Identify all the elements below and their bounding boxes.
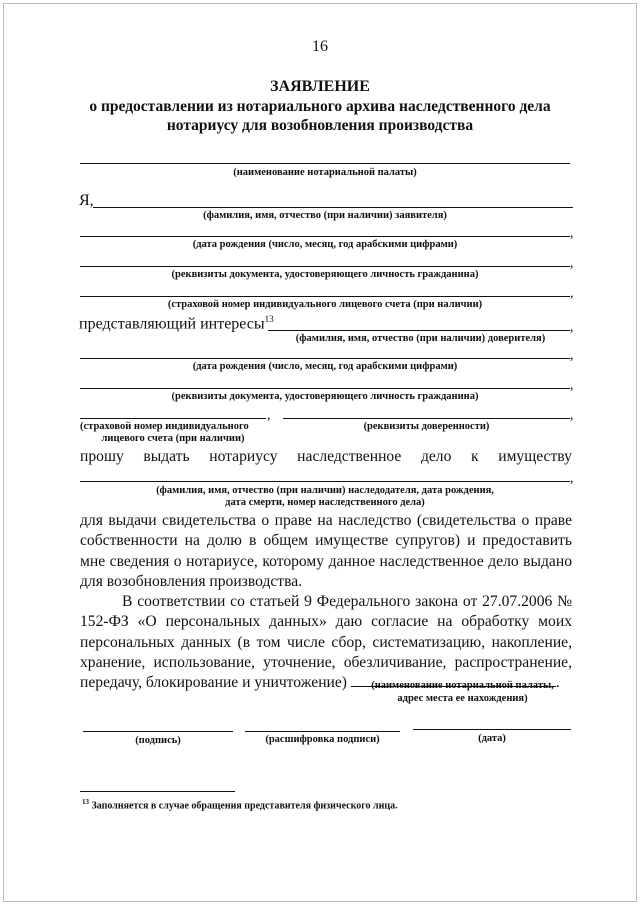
applicant-doc-field[interactable] [80, 266, 570, 267]
word: к [471, 448, 479, 465]
signature-field[interactable] [83, 731, 233, 732]
word: прошу [80, 448, 124, 465]
principal-birth-field[interactable] [80, 358, 570, 359]
caption-applicant-doc: (реквизиты документа, удостоверяющего личность гражданина) [171, 269, 479, 280]
decedent-field[interactable] [80, 481, 570, 482]
footnote-number: 13 [82, 798, 89, 806]
caption-decedent-2: дата смерти, номер наследственного дела) [225, 497, 425, 508]
applicant-snils-field[interactable] [80, 296, 570, 297]
footnote-ref: 13 [264, 314, 274, 324]
label-ya: Я, [79, 192, 94, 209]
caption-notary-chamber: (наименование нотариальной палаты) [233, 167, 417, 178]
applicant-birth-field[interactable] [80, 236, 570, 237]
request-line [80, 448, 572, 466]
principal-doc-field[interactable] [80, 388, 570, 389]
paragraph-request: для выдачи свидетельства о праве на наследство (свидетельства о праве собственности на долю в общем имуществе супругов) и предоставить мне сведения о нотариусе, которому данное наследственное дело выдано для возобновления производства. [80, 512, 572, 590]
caption-principal-name: (фамилия, имя, отчество (при наличии) доверителя) [295, 333, 546, 344]
footnote-rule [80, 791, 235, 792]
caption-signature-decode: (расшифровка подписи) [265, 734, 380, 745]
caption-power-of-attorney: (реквизиты доверенности) [363, 421, 490, 432]
notary-chamber-field[interactable] [80, 163, 570, 164]
word: выдать [143, 448, 190, 465]
applicant-name-field[interactable] [93, 207, 573, 208]
caption-principal-doc: (реквизиты документа, удостоверяющего личность гражданина) [171, 391, 479, 402]
word: имуществу [498, 448, 572, 465]
word: наследственное [297, 448, 402, 465]
caption-principal-birth: (дата рождения (число, месяц, год арабскими цифрами) [192, 361, 458, 372]
subtitle-line-1: о предоставлении из нотариального архива наследственного дела [89, 98, 551, 115]
caption-principal-snils-2: лицевого счета (при наличии) [101, 433, 245, 444]
word: дело [420, 448, 452, 465]
subtitle-line-2: нотариусу для возобновления производства [166, 117, 474, 134]
caption-principal-snils-1: (страховой номер индивидуального [80, 421, 249, 432]
page-number: 16 [312, 38, 328, 55]
caption-applicant-name: (фамилия, имя, отчество (при наличии) заявителя) [203, 210, 447, 221]
word: нотариусу [209, 448, 278, 465]
label-representing [79, 314, 274, 333]
caption-applicant-birth: (дата рождения (число, месяц, год арабскими цифрами) [192, 239, 458, 250]
power-of-attorney-field[interactable] [283, 418, 570, 419]
caption-decedent-1: (фамилия, имя, отчество (при наличии) наследодателя, дата рождения, [156, 485, 494, 496]
representing-text: представляющий интересы [79, 315, 265, 333]
caption-chamber-1: (наименование нотариальной палаты, [371, 680, 554, 691]
consent-text: В соответствии со статьей 9 Федерального закона от 27.07.2006 № 152-ФЗ «О персональных данных» даю согласие на обработку моих персональных данных (в том числе сбор, систематизацию, накопление, хранение, использование, уточнение, обезличивание, распространение, передачу, блокирование и уничтожение) [80, 593, 572, 692]
footnote-text: Заполняется в случае обращения представителя физического лица. [91, 800, 398, 812]
caption-signature: (подпись) [135, 735, 181, 746]
principal-snils-field[interactable] [80, 418, 266, 419]
date-field[interactable] [413, 729, 571, 730]
signature-decode-field[interactable] [245, 731, 400, 732]
paragraph-consent: В соответствии со статьей 9 Федерального закона от 27.07.2006 № 152-ФЗ «О персональных данных» даю согласие на обработку моих персональных данных (в том числе сбор, систематизацию, накопление, хранение, использование, уточнение, обезличивание, распространение, передачу, блокирование и уничтожение) . [80, 593, 572, 692]
principal-name-field[interactable] [268, 330, 570, 331]
caption-date: (дата) [478, 733, 506, 744]
document-page: 16 ЗАЯВЛЕНИЕ о предоставлении из нотариального архива наследственного дела нотариусу для возобновления производства (наименование нотариальной палаты) Я, (фамилия, имя, отчество (при наличии) заявителя) , (дата рождения (число, месяц, год арабскими цифрами) , (реквизиты документа, удостоверяющего личность гражданина) , (страховой номер индивидуального лицевого счета (при наличии) представляющий интересы$^{13}$ , (фамилия, имя, отчество (при наличии) доверителя) , (дата рождения (число, месяц, год арабскими цифрами) , (реквизиты документа, удостоверяющего личность гражданина) , , (страховой номер индивидуального лицевого счета (при наличии) (реквизиты доверенности) прошу выдать нотариусу наследственное дело к имуществу , (фамилия, имя, отчество (при наличии) наследодателя, дата рождения, дата смерти, номер наследственного дела) для выдачи свидетельства о праве на наследство (свидетельства о праве собственности на долю в общем имуществе супругов) и предоставить мне сведения о нотариусе, которому данное наследственное дело выдано для возобновления производства. В соответствии со статьей 9 Федерального закона от 27.07.2006 № 152-ФЗ «О персональных данных» даю согласие на обработку моих персональных данных (в том числе сбор, систематизацию, накопление, хранение, использование, уточнение, обезличивание, распространение, передачу, блокирование и уничтожение) . (наименование нотариальной палаты, адрес места ее нахождения) (подпись) (расшифровка подписи) (дата) $^{13}$ Заполняется в случае обращения представителя физического лица. [0, 0, 640, 905]
footnote [82, 798, 398, 811]
caption-chamber-2: адрес места ее нахождения) [397, 693, 528, 704]
caption-applicant-snils: (страховой номер индивидуального лицевого счета (при наличии) [167, 299, 483, 310]
document-title: ЗАЯВЛЕНИЕ [270, 78, 370, 95]
